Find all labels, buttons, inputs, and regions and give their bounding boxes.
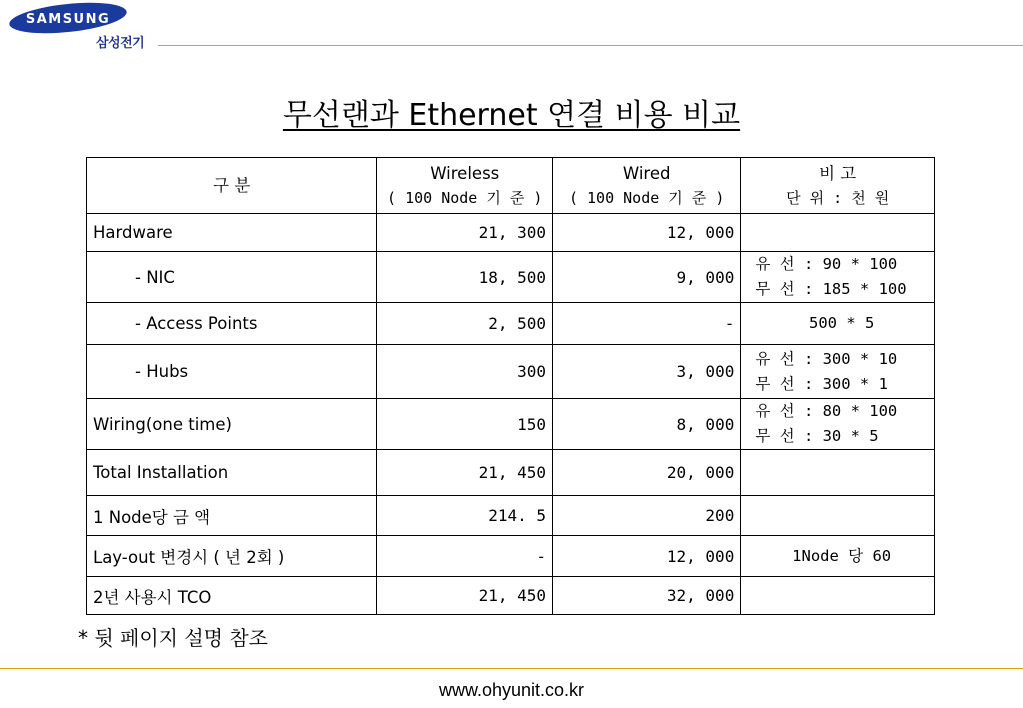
table-row — [87, 345, 935, 399]
table-row — [87, 214, 935, 252]
wired-cost: - — [553, 303, 741, 345]
wireless-cost: 21, 450 — [377, 450, 553, 496]
table-row — [87, 303, 935, 345]
wireless-cost: 18, 500 — [377, 252, 553, 303]
wired-cost: 8, 000 — [553, 399, 741, 450]
remark: 유 선 : 90 * 100 무 선 : 185 * 100 — [741, 252, 935, 303]
remark — [741, 496, 935, 536]
wired-cost: 32, 000 — [553, 577, 741, 615]
wireless-cost: 21, 300 — [377, 214, 553, 252]
wireless-cost: - — [377, 536, 553, 577]
wired-cost: 12, 000 — [553, 536, 741, 577]
samsung-logo — [8, 2, 128, 34]
wired-cost: 20, 000 — [553, 450, 741, 496]
row-label: - Hubs — [87, 345, 377, 399]
table-row — [87, 496, 935, 536]
row-label: 2년 사용시 TCO — [87, 577, 377, 615]
row-label: Lay-out 변경시 ( 년 2회 ) — [87, 536, 377, 577]
table-row — [87, 450, 935, 496]
remark — [741, 214, 935, 252]
subbrand-label: 삼성전기 — [96, 36, 145, 51]
page-title: 무선랜과 Ethernet 연결 비용 비교 — [282, 98, 741, 133]
wireless-cost: 21, 450 — [377, 577, 553, 615]
header-remarks: 비 고 단 위 : 천 원 — [741, 158, 935, 214]
wired-cost: 200 — [553, 496, 741, 536]
row-label: Hardware — [87, 214, 377, 252]
wireless-cost: 2, 500 — [377, 303, 553, 345]
wireless-cost: 214. 5 — [377, 496, 553, 536]
top-divider — [158, 45, 1023, 46]
website-url: www.ohyunit.co.kr — [438, 680, 585, 700]
wired-cost: 12, 000 — [553, 214, 741, 252]
table-row — [87, 252, 935, 303]
row-label: - NIC — [87, 252, 377, 303]
remark: 500 * 5 — [741, 303, 935, 345]
wireless-cost: 300 — [377, 345, 553, 399]
bottom-divider — [0, 668, 1023, 669]
table-row — [87, 399, 935, 450]
table-header-row — [87, 158, 935, 214]
header-wireless: Wireless ( 100 Node 기 준 ) — [377, 158, 553, 214]
remark: 유 선 : 300 * 10 무 선 : 300 * 1 — [741, 345, 935, 399]
footnote: * 뒷 페이지 설명 참조 — [78, 626, 268, 650]
row-label: 1 Node당 금 액 — [87, 496, 377, 536]
table-row — [87, 577, 935, 615]
header-category: 구 분 — [87, 158, 377, 214]
header-wired: Wired ( 100 Node 기 준 ) — [553, 158, 741, 214]
remark — [741, 450, 935, 496]
row-label: - Access Points — [87, 303, 377, 345]
wireless-cost: 150 — [377, 399, 553, 450]
remark: 유 선 : 80 * 100 무 선 : 30 * 5 — [741, 399, 935, 450]
table-row — [87, 536, 935, 577]
remark: 1Node 당 60 — [741, 536, 935, 577]
row-label: Wiring(one time) — [87, 399, 377, 450]
wired-cost: 3, 000 — [553, 345, 741, 399]
row-label: Total Installation — [87, 450, 377, 496]
remark — [741, 577, 935, 615]
cost-comparison-table — [86, 157, 935, 615]
logo-text: SAMSUNG — [25, 12, 111, 27]
wired-cost: 9, 000 — [553, 252, 741, 303]
